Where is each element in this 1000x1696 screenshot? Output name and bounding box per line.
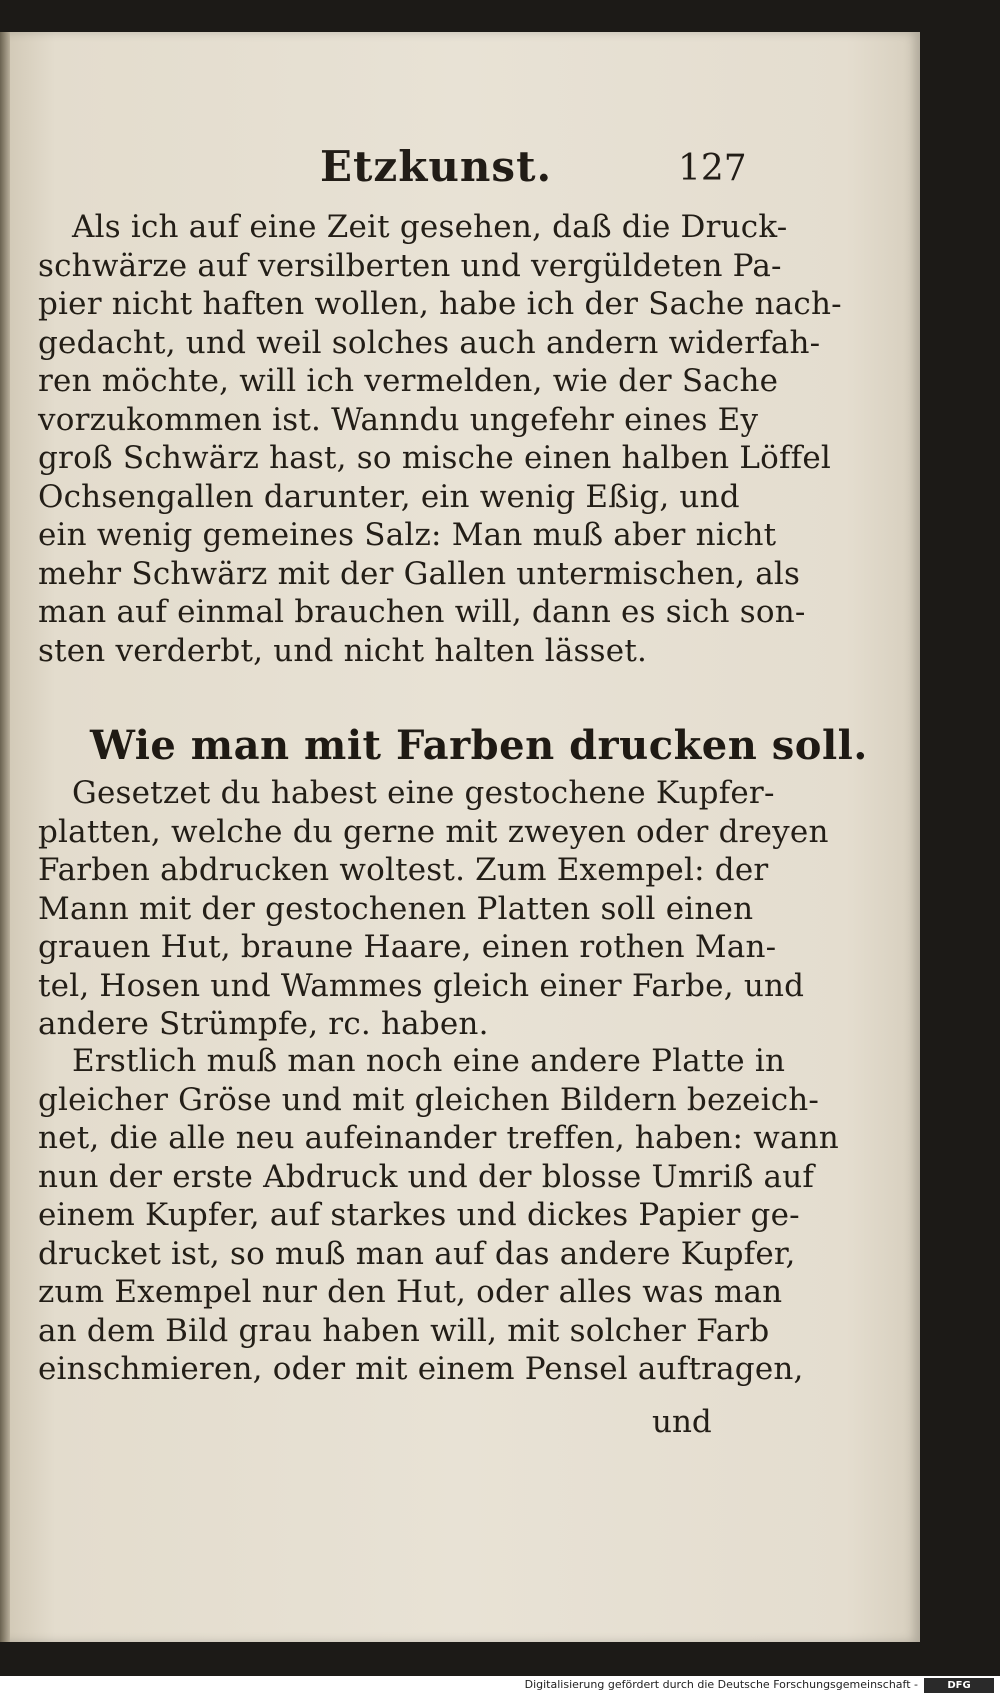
- paragraph-erstlich: [38, 1042, 839, 1389]
- running-title: Etzkunst.: [320, 142, 553, 191]
- text-line: mehr Schwärz mit der Gallen untermischen, als: [38, 555, 801, 592]
- catchword: und: [652, 1404, 712, 1440]
- text-line: gleicher Gröse und mit gleichen Bildern bezeich-: [38, 1081, 820, 1118]
- text-line: vorzukommen ist. Wanndu ungefehr eines Ey: [38, 401, 759, 438]
- text-line: groß Schwärz hast, so mische einen halben Löffel: [38, 440, 831, 476]
- text-line: platten, welche du gerne mit zweyen oder dreyen: [38, 813, 829, 850]
- text-line: an dem Bild grau haben will, mit solcher Farb: [38, 1312, 770, 1349]
- text-line: zum Exempel nur den Hut, oder alles was man: [38, 1274, 783, 1310]
- text-line: net, die alle neu aufeinander treffen, haben: wann: [38, 1120, 839, 1156]
- book-page: [0, 32, 920, 1642]
- text-line: Ochsengallen darunter, ein wenig Eßig, und: [38, 478, 740, 515]
- text-line: grauen Hut, braune Haare, einen rothen Man-: [38, 929, 777, 965]
- page-number: 127: [678, 148, 747, 189]
- text-line: gedacht, und weil solches auch andern widerfah-: [38, 324, 821, 361]
- text-line: Erstlich muß man noch eine andere Platte in: [72, 1043, 786, 1079]
- text-line: man auf einmal brauchen will, dann es sich son-: [38, 594, 806, 630]
- text-line: Farben abdrucken woltest. Zum Exempel: der: [38, 852, 769, 888]
- text-line: tel, Hosen und Wammes gleich einer Farbe, und: [38, 967, 805, 1004]
- paragraph-kupferplatten: [38, 774, 829, 1044]
- paragraph-druckschwaerze: [38, 208, 842, 670]
- section-heading: Wie man mit Farben drucken soll.: [90, 722, 868, 769]
- dfg-credit-text: Digitalisierung gefördert durch die Deutsche Forschungsgemeinschaft -: [524, 1678, 918, 1691]
- text-line: schwärze auf versilberten und vergüldeten Pa-: [38, 247, 782, 284]
- text-line: drucket ist, so muß man auf das andere Kupfer,: [38, 1235, 796, 1272]
- digitization-footer: [0, 1676, 1000, 1696]
- text-line: nun der erste Abdruck und der blosse Umriß auf: [38, 1158, 815, 1195]
- text-line: einschmieren, oder mit einem Pensel auftragen,: [38, 1351, 804, 1387]
- book-spine-edge: [0, 32, 10, 1642]
- page-header: [0, 122, 920, 202]
- text-line: pier nicht haften wollen, habe ich der Sache nach-: [38, 286, 842, 322]
- text-line: ren möchte, will ich vermelden, wie der Sache: [38, 363, 779, 399]
- dfg-logo: DFG: [924, 1678, 994, 1693]
- text-line: sten verderbt, und nicht halten lässet.: [38, 632, 648, 669]
- text-line: Als ich auf eine Zeit gesehen, daß die Druck-: [72, 209, 788, 245]
- text-line: Gesetzet du habest eine gestochene Kupfer-: [72, 775, 775, 811]
- text-line: einem Kupfer, auf starkes und dickes Papier ge-: [38, 1197, 800, 1233]
- text-line: andere Strümpfe, rc. haben.: [38, 1006, 489, 1042]
- text-line: Mann mit der gestochenen Platten soll einen: [38, 890, 754, 927]
- text-line: ein wenig gemeines Salz: Man muß aber nicht: [38, 517, 777, 553]
